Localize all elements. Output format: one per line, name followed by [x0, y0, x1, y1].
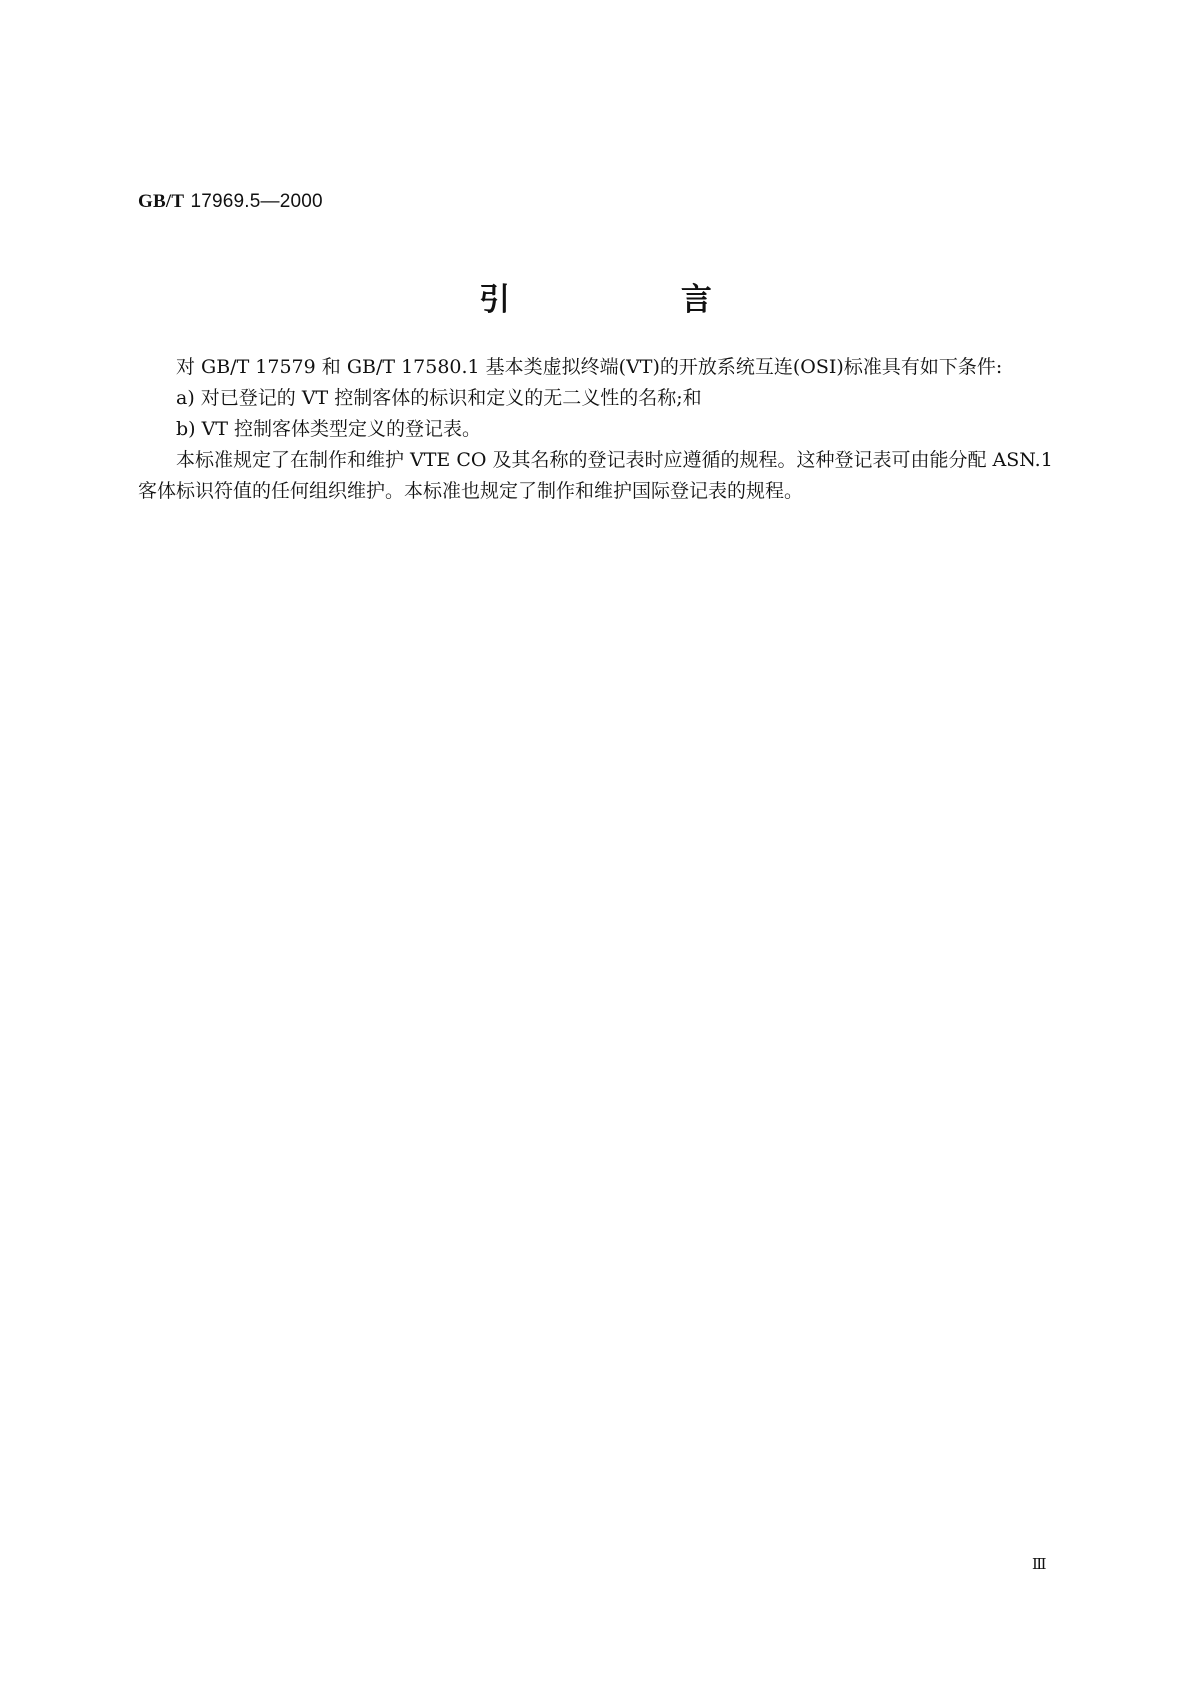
- paragraph-intro: 对 GB/T 17579 和 GB/T 17580.1 基本类虚拟终端(VT)的开放系统互连(OSI)标准具有如下条件:: [176, 356, 1003, 378]
- standard-number: 17969.5—2000: [190, 191, 323, 212]
- page-number: Ⅲ: [1032, 1555, 1047, 1573]
- document-header: [138, 189, 323, 214]
- list-item-a: a) 对已登记的 VT 控制客体的标识和定义的无二义性的名称;和: [176, 387, 702, 409]
- section-title: 引 言: [479, 282, 792, 318]
- standard-prefix: GB/T: [138, 191, 185, 212]
- list-item-b: b) VT 控制客体类型定义的登记表。: [176, 418, 482, 440]
- paragraph-scope: 本标准规定了在制作和维护 VTE CO 及其名称的登记表时应遵循的规程。这种登记表可由能分配 ASN.1 客体标识符值的任何组织维护。本标准也规定了制作和维护国际登记表的规程。: [138, 449, 1053, 502]
- body-text: [138, 352, 1068, 507]
